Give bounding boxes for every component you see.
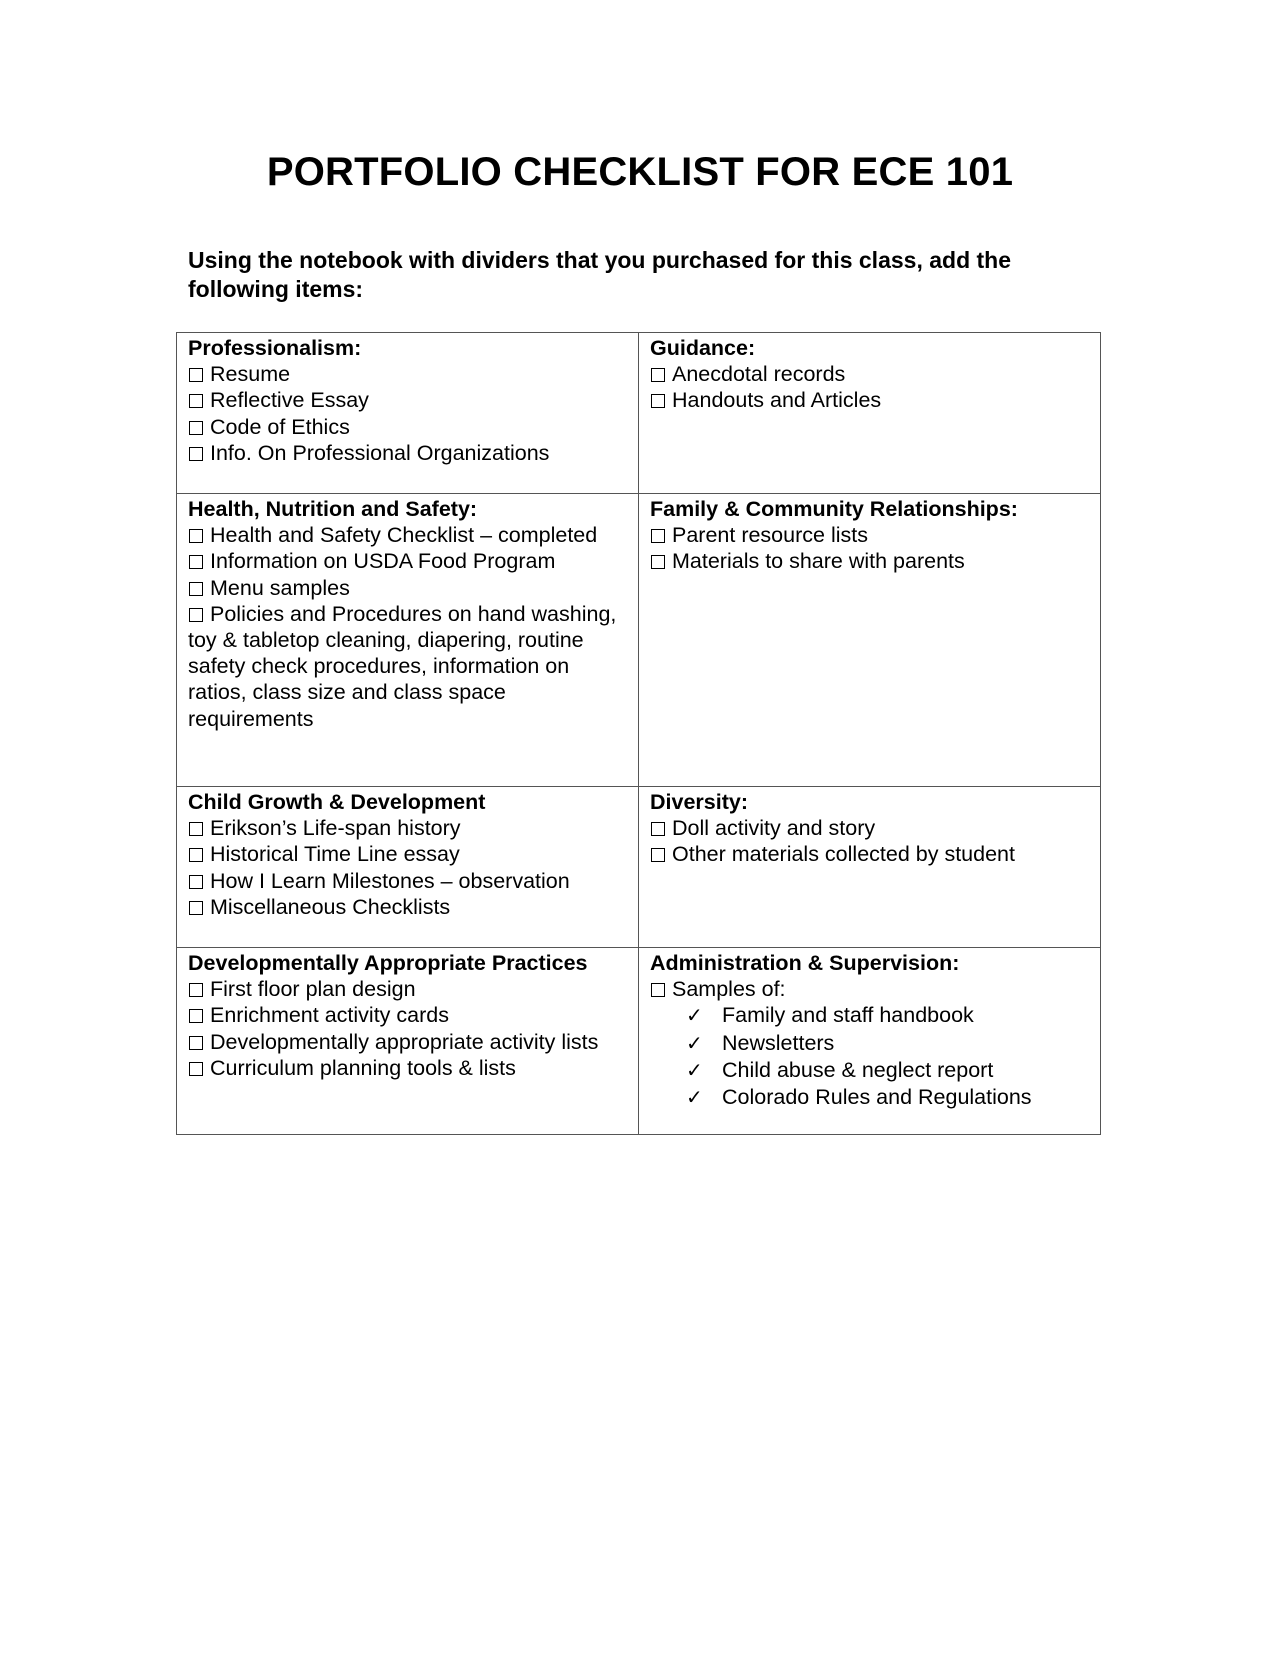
checkbox-icon [189,608,203,622]
instructions-text: Using the notebook with dividers that you purchased for this class, add the following items: [188,247,1012,302]
item-label: Other materials collected by student [672,842,1015,867]
sub-item-label: Child abuse & neglect report [722,1057,994,1082]
checkbox-icon [189,1009,203,1023]
item-label: Handouts and Articles [672,388,882,413]
item-label: How I Learn Milestones – observation [210,868,570,893]
sub-item-label: Newsletters [722,1030,835,1055]
item-label: Policies and Procedures on hand washing, toy & tabletop cleaning, diapering, routine safety check procedures, information on ratios, class size and class space requirements [188,601,617,731]
checklist-item [188,894,628,920]
section-heading: Developmentally Appropriate Practices [188,951,588,975]
section-child-growth-development [177,787,639,948]
checkbox-icon [189,447,203,461]
checkbox-icon [189,421,203,435]
portfolio-checklist-table [176,332,1101,1135]
item-label: Miscellaneous Checklists [210,894,451,919]
checked-sub-item [650,1084,1090,1111]
checklist-item [188,548,628,574]
checkbox-icon [189,848,203,862]
checklist-item [188,601,628,732]
checklist-item [188,976,628,1002]
item-label: Historical Time Line essay [210,842,460,867]
item-label: First floor plan design [210,977,416,1002]
item-label: Menu samples [210,575,350,600]
table-row [177,948,1101,1135]
checklist-item [188,815,628,841]
checklist-item [188,1002,628,1028]
item-label: Reflective Essay [210,388,369,413]
checkbox-icon [189,529,203,543]
item-label: Health and Safety Checklist – completed [210,523,598,548]
checked-sub-item [650,1002,1090,1029]
checklist-item [188,414,628,440]
checklist-item [650,841,1090,867]
section-health-nutrition-safety [177,494,639,787]
checkbox-icon [651,822,665,836]
checkbox-icon [651,555,665,569]
page-title: PORTFOLIO CHECKLIST FOR ECE 101 [266,150,1014,194]
item-label: Information on USDA Food Program [210,549,556,574]
section-heading: Administration & Supervision: [650,951,960,975]
section-heading: Professionalism: [188,336,362,360]
checklist-item [188,575,628,601]
item-label: Developmentally appropriate activity lists [210,1029,599,1054]
item-label: Materials to share with parents [672,549,965,574]
item-label: Enrichment activity cards [210,1003,449,1028]
checklist-item [650,361,1090,387]
sub-item-label: Family and staff handbook [722,1003,974,1028]
sub-item-label: Colorado Rules and Regulations [722,1085,1032,1110]
section-heading: Guidance: [650,336,756,360]
item-label: Curriculum planning tools & lists [210,1055,516,1080]
checkbox-icon [189,582,203,596]
checklist-item [650,548,1090,574]
checkmark-icon: ✓ [686,1032,703,1055]
checkmark-icon: ✓ [686,1087,703,1110]
checkbox-icon [189,822,203,836]
checkbox-icon [651,394,665,408]
table-row [177,333,1101,494]
checked-sub-item [650,1057,1090,1084]
checked-sub-item [650,1030,1090,1057]
section-heading: Child Growth & Development [188,790,486,814]
checkmark-icon: ✓ [686,1059,703,1082]
checklist-item [650,976,1090,1002]
checkbox-icon [651,529,665,543]
item-label: Code of Ethics [210,414,350,439]
checkbox-icon [189,1036,203,1050]
checkbox-icon [189,555,203,569]
section-family-community [639,494,1101,787]
checklist-item [188,440,628,466]
item-label: Erikson’s Life-span history [210,816,461,841]
item-label: Parent resource lists [672,523,868,548]
checkbox-icon [189,368,203,382]
checklist-item [188,361,628,387]
checkbox-icon [189,1062,203,1076]
section-professionalism [177,333,639,494]
section-heading: Family & Community Relationships: [650,497,1018,521]
checkbox-icon [651,983,665,997]
checklist-item [188,841,628,867]
item-label: Anecdotal records [672,362,846,387]
section-diversity [639,787,1101,948]
checklist-item [188,387,628,413]
table-row [177,494,1101,787]
checklist-item [188,1029,628,1055]
section-heading: Health, Nutrition and Safety: [188,497,478,521]
item-label: Resume [210,362,291,387]
checklist-item [188,522,628,548]
checkbox-icon [651,848,665,862]
section-administration-supervision [639,948,1101,1135]
checklist-item [188,1055,628,1081]
checkbox-icon [189,875,203,889]
section-heading: Diversity: [650,790,748,814]
table-row [177,787,1101,948]
item-label: Info. On Professional Organizations [210,440,550,465]
checkbox-icon [189,394,203,408]
item-label: Samples of: [672,977,786,1002]
checkbox-icon [651,368,665,382]
checklist-item [650,522,1090,548]
checklist-item [650,815,1090,841]
section-guidance [639,333,1101,494]
checkbox-icon [189,983,203,997]
item-label: Doll activity and story [672,816,876,841]
checkbox-icon [189,901,203,915]
checklist-item [650,387,1090,413]
checkmark-icon: ✓ [686,1005,703,1028]
checklist-item [188,868,628,894]
section-developmentally-appropriate-practices [177,948,639,1135]
